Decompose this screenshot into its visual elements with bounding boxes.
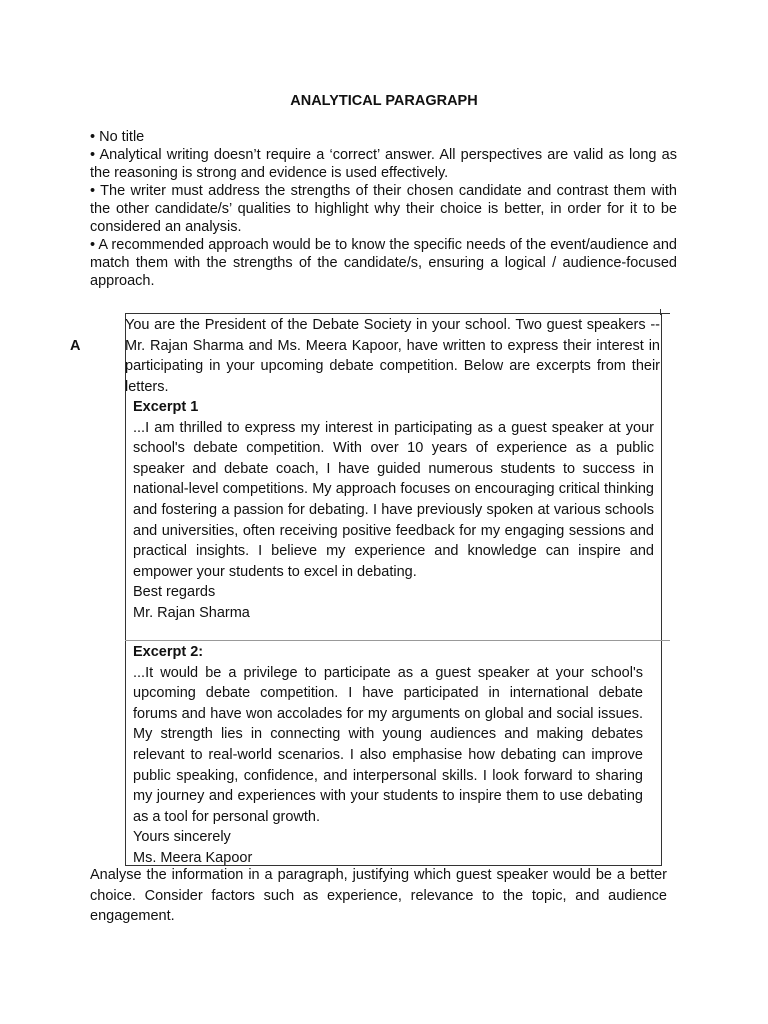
page-title: ANALYTICAL PARAGRAPH bbox=[290, 93, 478, 109]
excerpt-1-closing: Best regards bbox=[133, 584, 216, 601]
guideline-item: • A recommended approach would be to know the specific needs of the event/audience and match them with the strengths of the candidate/s, ensuring a logical / audience-focused approach. bbox=[90, 237, 677, 289]
guideline-item: • Analytical writing doesn’t require a ‘correct’ answer. All perspectives are valid as long as the reasoning is strong and evidence is used effectively. bbox=[90, 147, 677, 181]
excerpt-2 bbox=[133, 642, 643, 869]
excerpt-1-body: ...I am thrilled to express my interest in participating as a guest speaker at your school's debate competition. With over 10 years of experience as a public speaker and debate coach, I have guided numerous students to success in national-level competitions. My approach focuses on encouraging critical thinking and fostering a passion for debating. I have previously spoken at various schools and universities, often receiving positive feedback for my engaging sessions and practical insights. I believe my experience and knowledge can inspire and empower your students to excel in debating. bbox=[133, 419, 654, 580]
section-label: A bbox=[70, 338, 81, 354]
guidelines-list bbox=[90, 128, 677, 290]
excerpt-2-body: ...It would be a privilege to participate as a guest speaker at your school's upcoming debate competition. I have participated in international debate forums and have won accolades for my arguments on global and social issues. My strength lies in connecting with young audiences and making debates relevant to real-world scenarios. I also emphasise how debating can improve public speaking, confidence, and interpersonal skills. I look forward to sharing my journey and experiences with your students to inspire them to use debating as a tool for personal growth. bbox=[133, 664, 643, 825]
question-prompt: Analyse the information in a paragraph, justifying which guest speaker would be a better choice. Consider factors such as experience, relevance to the topic, and audience engagement. bbox=[90, 867, 667, 924]
box-top-divider bbox=[125, 313, 670, 314]
intro-text bbox=[125, 315, 660, 397]
guideline-item: • No title bbox=[90, 129, 145, 145]
excerpt-divider bbox=[125, 640, 670, 641]
box-corner-mark bbox=[660, 309, 661, 315]
excerpt-1 bbox=[133, 397, 654, 624]
excerpt-1-signature: Mr. Rajan Sharma bbox=[133, 604, 250, 621]
excerpt-2-closing: Yours sincerely bbox=[133, 829, 231, 846]
guideline-item: • The writer must address the strengths of their chosen candidate and contrast them with the other candidate/s’ qualities to highlight why their choice is better, in order for it to be considered an analysis. bbox=[90, 183, 677, 235]
excerpt-2-signature: Ms. Meera Kapoor bbox=[133, 849, 253, 866]
excerpt-1-heading: Excerpt 1 bbox=[133, 399, 199, 415]
excerpt-2-heading: Excerpt 2: bbox=[133, 644, 204, 660]
intro-paragraph: You are the President of the Debate Society in your school. Two guest speakers --Mr. Rajan Sharma and Ms. Meera Kapoor, have written to express their interest in participating in your upcoming debate competition. Below are excerpts from their letters. bbox=[125, 317, 660, 395]
